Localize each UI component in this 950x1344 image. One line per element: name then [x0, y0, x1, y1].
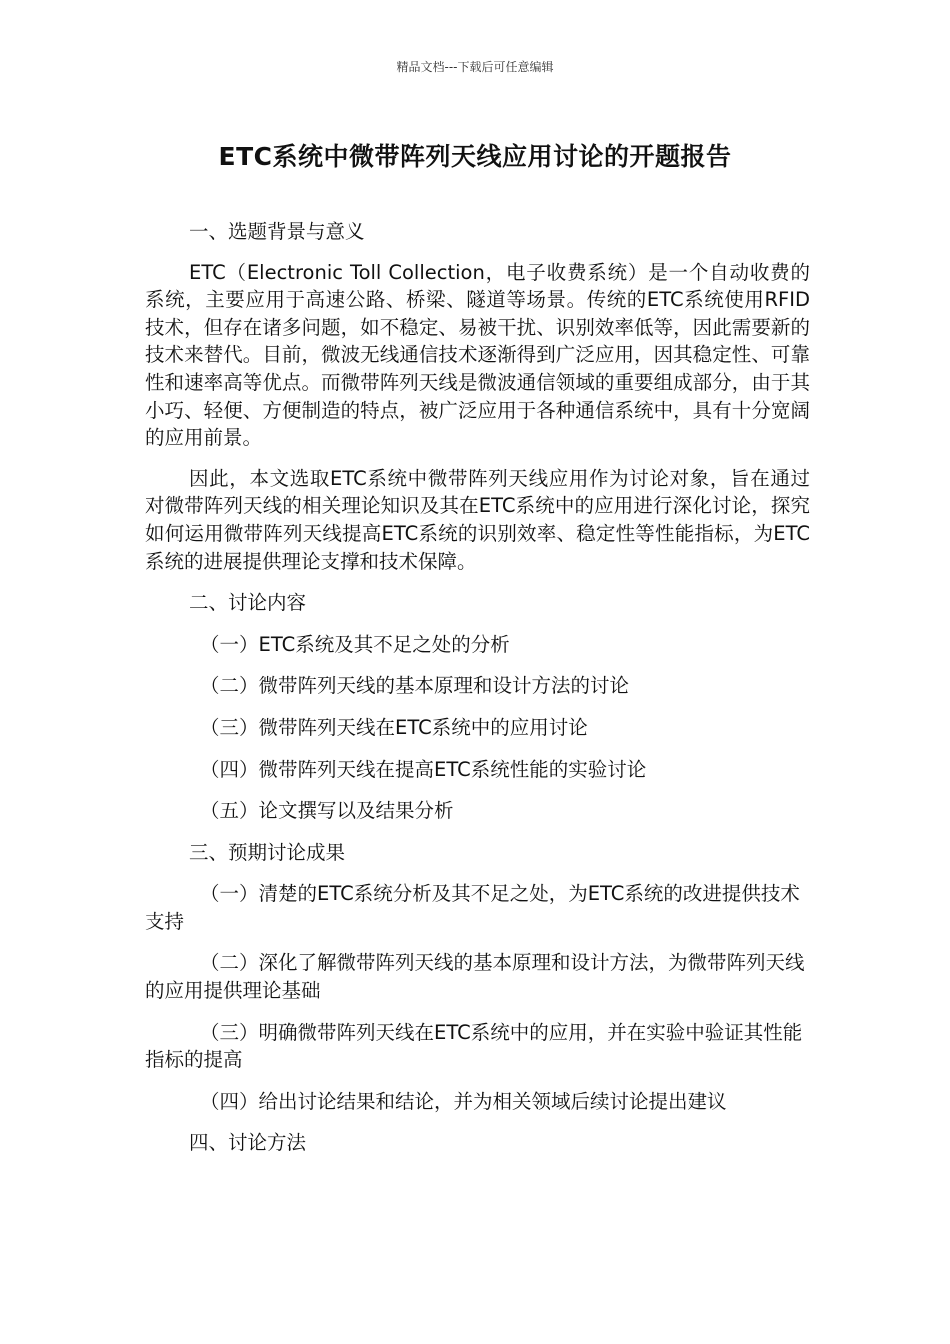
content-item: （二）微带阵列天线的基本原理和设计方法的讨论 — [200, 674, 630, 698]
section-heading-background: 一、选题背景与意义 — [189, 220, 365, 243]
section-heading-method: 四、讨论方法 — [189, 1131, 307, 1155]
paragraph-background: ETC（Electronic Toll Collection，电子收费系统）是一个自动收费的系统，主要应用于高速公路、桥梁、隧道等场景。传统的ETC系统使用RFID技术，但存在诸多问题，如不稳定、易被干扰、识别效率低等，因此需要新的技术来替代。目前，微波无线通信技术逐渐得到广泛应用，因其稳定性、可靠性和速率高等优点。而微带阵列天线是微波通信领域的重要组成部分，由于其小巧、轻便、方便制造的特点，被广泛应用于各种通信系统中，具有十分宽阔的应用前景。 — [145, 260, 810, 450]
document-body — [145, 218, 810, 1157]
content-item: （一）ETC系统及其不足之处的分析 — [200, 632, 510, 656]
result-item: （四）给出讨论结果和结论，并为相关领域后续讨论提出建议 — [200, 1089, 727, 1113]
content-item: （四）微带阵列天线在提高ETC系统性能的实验讨论 — [200, 757, 647, 781]
document-title: ETC系统中微带阵列天线应用讨论的开题报告 — [218, 142, 732, 171]
result-item: （一）清楚的ETC系统分析及其不足之处，为ETC系统的改进提供技术支持 — [145, 882, 800, 933]
result-item: （三）明确微带阵列天线在ETC系统中的应用，并在实验中验证其性能指标的提高 — [145, 1020, 803, 1072]
page-header: 精品文档---下载后可任意编辑 — [396, 60, 554, 74]
content-item: （三）微带阵列天线在ETC系统中的应用讨论 — [200, 715, 588, 739]
section-heading-results: 三、预期讨论成果 — [189, 840, 346, 864]
result-item: （二）深化了解微带阵列天线的基本原理和设计方法，为微带阵列天线的应用提供理论基础 — [145, 951, 805, 1003]
content-item: （五）论文撰写以及结果分析 — [200, 799, 454, 823]
section-heading-content: 二、讨论内容 — [189, 591, 307, 615]
paragraph-purpose: 因此，本文选取ETC系统中微带阵列天线应用作为讨论对象，旨在通过对微带阵列天线的相关理论知识及其在ETC系统中的应用进行深化讨论，探究如何运用微带阵列天线提高ETC系统的识别效率、稳定性等性能指标，为ETC系统的进展提供理论支撑和技术保障。 — [145, 466, 810, 573]
